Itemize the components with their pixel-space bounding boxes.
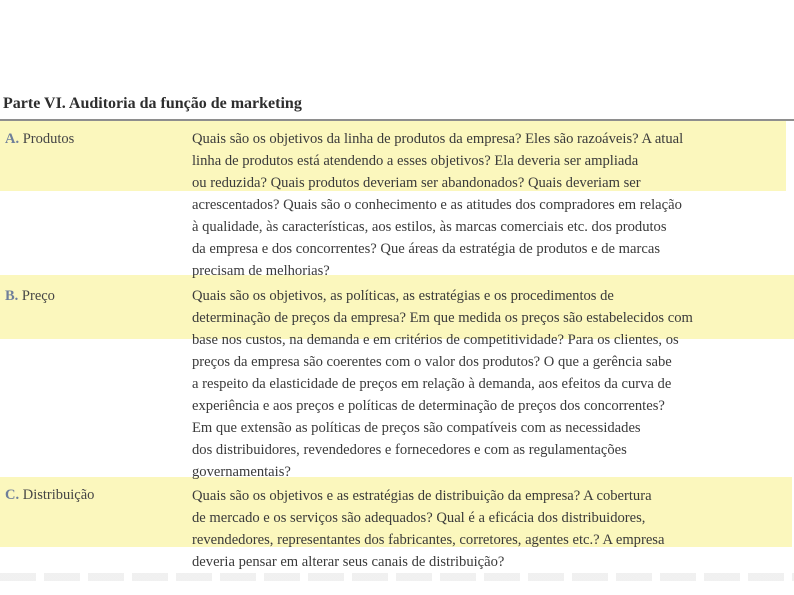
text-line: dos distribuidores, revendedores e fornecedores e com as regulamentações <box>192 442 627 458</box>
text-line: acrescentados? Quais são o conhecimento e as atitudes dos compradores em relação <box>192 197 682 213</box>
text-line: experiência e aos preços e políticas de determinação de preços dos concorrentes? <box>192 398 665 414</box>
item-label-price <box>5 288 55 305</box>
text-line: Quais são os objetivos e as estratégias de distribuição da empresa? A cobertura <box>192 488 652 504</box>
section-title: Parte VI. Auditoria da função de marketing <box>3 95 302 112</box>
text-line: preços da empresa são coerentes com o valor dos produtos? O que a gerência sabe <box>192 354 672 370</box>
text-line: linha de produtos está atendendo a esses objetivos? Ela deveria ser ampliada <box>192 153 639 169</box>
cut-off-next-line <box>0 573 794 581</box>
item-text-distribution <box>192 485 664 573</box>
item-label-products <box>5 131 74 148</box>
item-text-products <box>192 128 683 282</box>
text-line: determinação de preços da empresa? Em que medida os preços são estabelecidos com <box>192 310 693 326</box>
text-line: de mercado e os serviços são adequados? Qual é a eficácia dos distribuidores, <box>192 510 646 526</box>
text-line: revendedores, representantes dos fabricantes, corretores, agentes etc.? A empresa <box>192 532 665 548</box>
text-line: Quais são os objetivos, as políticas, as estratégias e os procedimentos de <box>192 288 614 304</box>
text-line: à qualidade, às características, aos estilos, às marcas comerciais etc. dos produtos <box>192 219 667 235</box>
text-line: Quais são os objetivos da linha de produtos da empresa? Eles são razoáveis? A atual <box>192 131 684 147</box>
text-line: ou reduzida? Quais produtos deveriam ser abandonados? Quais deveriam ser <box>192 175 641 191</box>
item-label-text: Produtos <box>22 131 75 147</box>
item-label-text: Preço <box>21 288 55 304</box>
text-line: deveria pensar em alterar seus canais de distribuição? <box>192 554 505 570</box>
text-line: governamentais? <box>192 464 291 480</box>
text-line: base nos custos, na demanda e em critérios de competitividade? Para os clientes, os <box>192 332 679 348</box>
item-letter: A. <box>5 131 20 147</box>
item-label-distribution <box>5 487 94 504</box>
item-label-text: Distribuição <box>22 487 95 503</box>
text-line: precisam de melhorias? <box>192 263 330 279</box>
item-letter: B. <box>5 288 19 304</box>
section-divider <box>0 119 794 121</box>
text-line: a respeito da elasticidade de preços em relação à demanda, aos efeitos da curva de <box>192 376 672 392</box>
item-letter: C. <box>5 487 20 503</box>
text-line: da empresa e dos concorrentes? Que áreas da estratégia de produtos e de marcas <box>192 241 660 257</box>
text-line: Em que extensão as políticas de preços são compatíveis com as necessidades <box>192 420 641 436</box>
item-text-price <box>192 285 693 483</box>
